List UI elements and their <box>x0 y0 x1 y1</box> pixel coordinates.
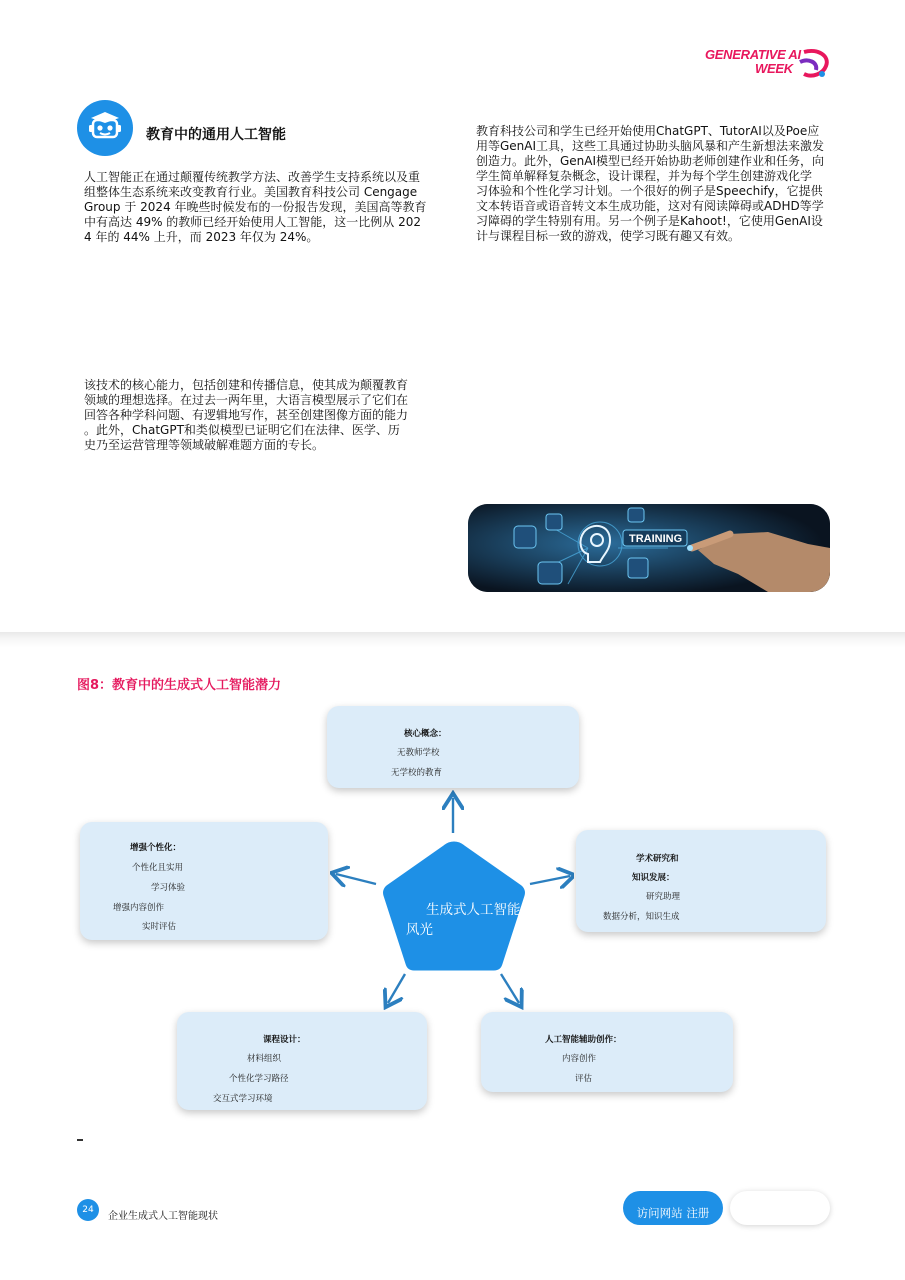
center-label-line1: 生成式人工智能 <box>426 902 521 918</box>
card-item: 数据分析，知识生成 <box>603 912 680 922</box>
footer-doc-title: 企业生成式人工智能现状 <box>108 1211 218 1222</box>
blank-button[interactable] <box>730 1191 830 1225</box>
card-curriculum <box>177 1012 427 1110</box>
card-item: 材料组织 <box>247 1054 282 1064</box>
logo-line2: WEEK <box>755 61 793 76</box>
page-number: 24 <box>77 1199 99 1221</box>
card-research <box>576 830 826 932</box>
card-title: 知识发展： <box>632 873 675 883</box>
right-paragraph: 教育科技公司和学生已经开始使用ChatGPT、TutorAI以及Poe应 用等GenAI工具，这些工具通过协助头脑风暴和产生新想法来激发 创造力。此外，GenAI模型已经开始协助老师创建作业和任务，向 学生简单解释复杂概念，设计课程，并为每个学生创建游戏化学 习体验和个性化学习计划。一个很好的例子是Speechify，它提供 文本转语音或语音转文本生成功能，这对有阅读障碍或ADHD等学 习障碍的学生特别有用。另一个例子是Kahoot!，它使用GenAI设 计与课程目标一致的游戏，使学习既有趣又有效。 <box>476 124 825 243</box>
stray-mark <box>77 1139 83 1141</box>
logo-line1: GENERATIVE AI <box>705 47 801 62</box>
card-title: 人工智能辅助创作： <box>545 1035 622 1045</box>
arrow-bottom-left <box>388 974 405 1003</box>
card-item: 增强内容创作 <box>113 903 165 913</box>
arrow-right <box>530 876 570 884</box>
left-paragraph-1: 人工智能正在通过颠覆传统教学方法、改善学生支持系统以及重 组整体生态系统来改变教育行业。美国教育科技公司 Cengage Group 于 2024 年晚些时候发布的一份报告发现，美国高等教育 中有高达 49% 的教师已经开始使用人工智能，这一比例从 202 4 年的 44% 上升，而 2023 年仅为 24%。 <box>84 170 427 244</box>
card-item: 交互式学习环境 <box>213 1094 273 1104</box>
card-personalization <box>80 822 328 940</box>
card-title: 课程设计： <box>263 1035 306 1045</box>
figure-title: 图8：教育中的生成式人工智能潜力 <box>77 678 282 693</box>
card-item: 个性化且实用 <box>132 863 184 873</box>
card-item: 学习体验 <box>151 883 186 893</box>
card-title: 学术研究和 <box>636 854 679 864</box>
arrow-bottom-right <box>501 974 519 1003</box>
card-item: 实时评估 <box>142 922 177 932</box>
card-item: 评估 <box>575 1074 593 1084</box>
card-item: 个性化学习路径 <box>229 1074 289 1084</box>
banner-training-text: TRAINING <box>629 533 683 545</box>
card-core-concept <box>327 706 579 788</box>
left-paragraph-2: 该技术的核心能力，包括创建和传播信息，使其成为颠覆教育 领域的理想选择。在过去一两年里，大语言模型展示了它们在 回答各种学科问题、有逻辑地写作，甚至创建图像方面的能力 。此外，ChatGPT和类似模型已证明它们在法律、医学、历 史乃至运营管理等领域破解难题方面的专长。 <box>84 378 409 452</box>
visit-website-button[interactable]: 访问网站 注册 <box>623 1191 723 1225</box>
card-ai-creation <box>481 1012 733 1092</box>
section-title: 教育中的通用人工智能 <box>146 127 286 143</box>
card-title: 核心概念： <box>404 729 447 739</box>
card-item: 内容创作 <box>562 1054 597 1064</box>
card-item: 研究助理 <box>646 892 681 902</box>
center-label-line2: 风光 <box>406 922 433 938</box>
arrow-left <box>336 874 376 884</box>
card-item: 无教师学校 <box>397 748 440 758</box>
card-title: 增强个性化： <box>130 843 182 853</box>
center-pentagon <box>376 836 532 978</box>
card-item: 无学校的教育 <box>391 768 443 778</box>
